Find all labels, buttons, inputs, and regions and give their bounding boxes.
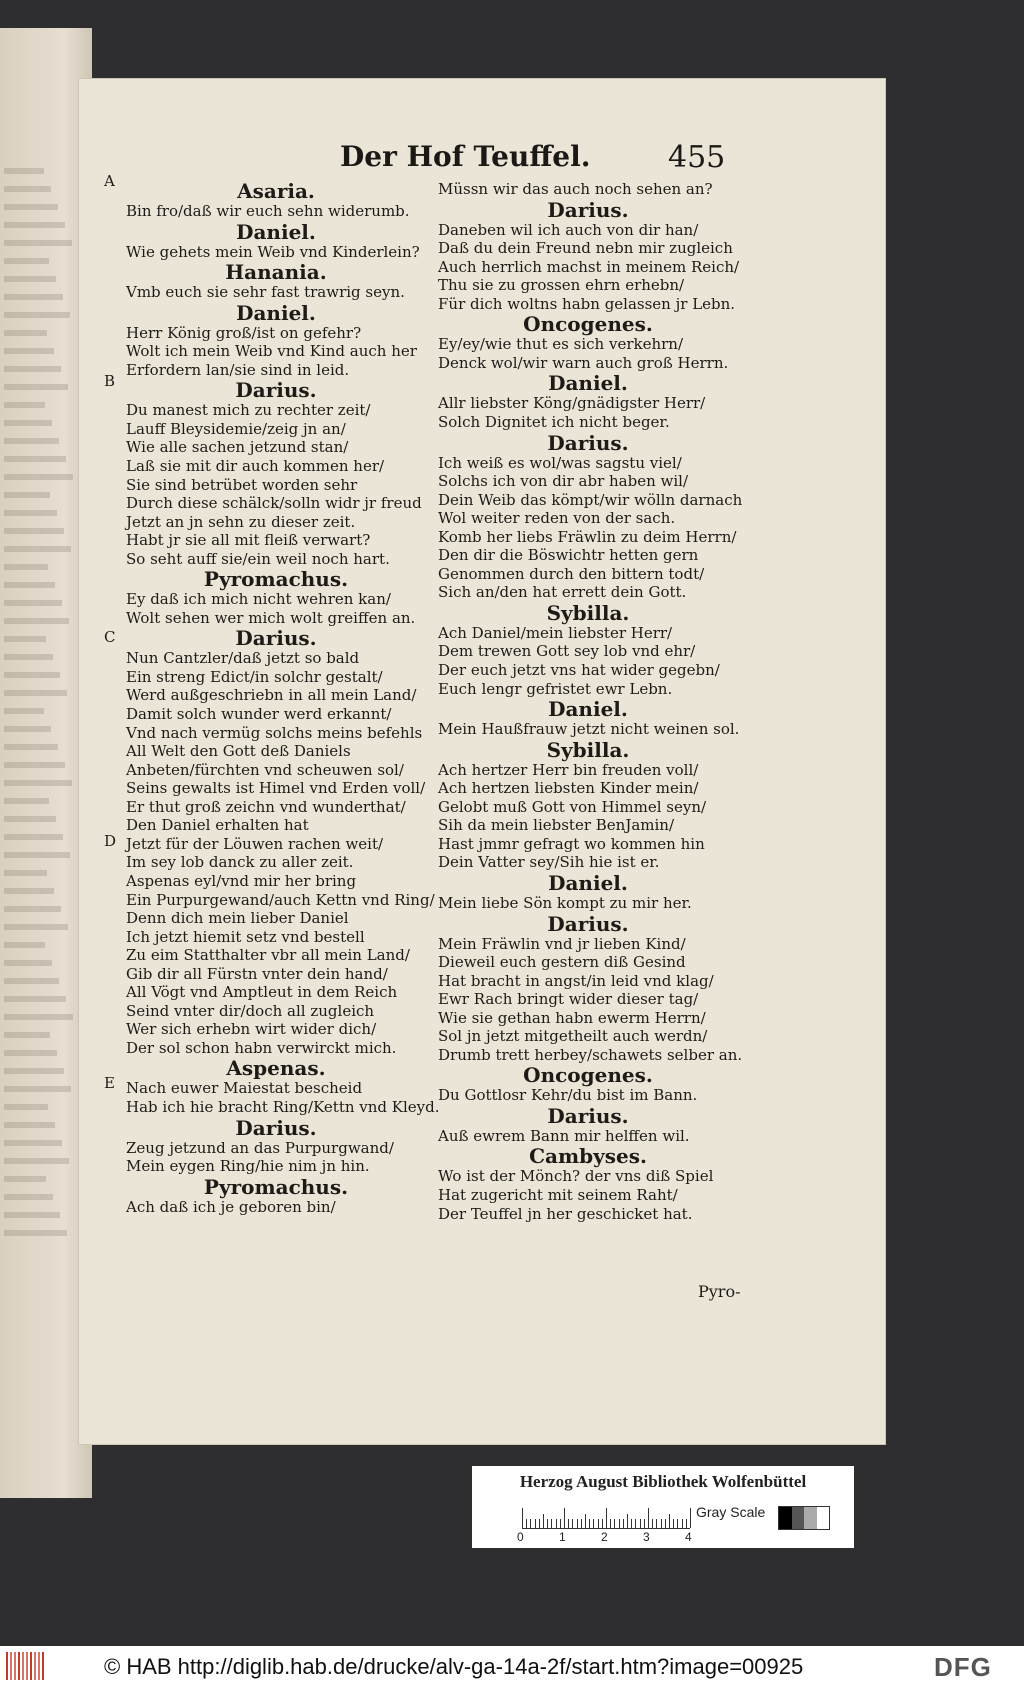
- speaker-name: Asaria.: [237, 179, 315, 203]
- verse-line: Allr liebster Köng/gnädigster Herr/: [438, 394, 706, 413]
- barcode-icon: [6, 1652, 46, 1680]
- speaker-name: Cambyses.: [529, 1144, 647, 1169]
- verse-line: Wie gehets mein Weib vnd Kinderlein?: [126, 242, 420, 261]
- verse-line: Wolt sehen wer mich wolt greiffen an.: [126, 608, 416, 627]
- ruler-tick: [581, 1519, 582, 1528]
- verse-line: Den dir die Böswichtr hetten gern: [438, 546, 699, 565]
- verse-line: Vmb euch sie sehr fast trawrig seyn.: [126, 283, 405, 302]
- verse-line: Wolt ich mein Weib vnd Kind auch her: [126, 342, 417, 361]
- margin-letter: E: [104, 1074, 115, 1092]
- ghost-text-line: [4, 438, 59, 444]
- ghost-text-line: [4, 870, 47, 876]
- ruler-number: 3: [643, 1530, 650, 1544]
- ruler-tick: [606, 1508, 607, 1528]
- speaker-name: Darius.: [547, 911, 629, 936]
- verse-line: Wol weiter reden von der sach.: [438, 509, 676, 528]
- ghost-text-line: [4, 204, 58, 210]
- verse-line: Auß ewrem Bann mir helffen wil.: [438, 1126, 690, 1145]
- ruler-tick: [682, 1519, 683, 1528]
- gray-swatch-cell: [779, 1507, 792, 1529]
- verse-line: Sih da mein liebster BenJamin/: [438, 816, 675, 835]
- ghost-text-line: [4, 258, 49, 264]
- verse-line: Du Gottlosr Kehr/du bist im Bann.: [438, 1086, 698, 1105]
- ruler-tick: [669, 1514, 670, 1528]
- verse-line: Wie sie gethan habn ewerm Herrn/: [438, 1008, 706, 1027]
- ruler-tick: [564, 1508, 565, 1528]
- barcode-bar: [34, 1652, 36, 1680]
- verse-line: All Vögt vnd Amptleut in dem Reich: [126, 983, 398, 1002]
- ruler-number: 4: [685, 1530, 692, 1544]
- ghost-text-line: [4, 168, 44, 174]
- verse-line: Hast jmmr gefragt wo kommen hin: [438, 834, 705, 853]
- ruler-tick: [535, 1519, 536, 1528]
- verse-line: Ey daß ich mich nicht wehren kan/: [126, 590, 391, 609]
- barcode-bar: [30, 1652, 32, 1680]
- ruler-tick: [547, 1519, 548, 1528]
- footer-bar: [0, 1646, 1024, 1686]
- ghost-text-line: [4, 276, 56, 282]
- verse-line: Nun Cantzler/daß jetzt so bald: [126, 649, 360, 668]
- ghost-text-line: [4, 294, 63, 300]
- ruler-number: 0: [517, 1530, 524, 1544]
- margin-letter: C: [104, 628, 116, 646]
- ghost-text-line: [4, 654, 53, 660]
- ruler-tick: [614, 1519, 615, 1528]
- verse-line: Laß sie mit dir auch kommen her/: [126, 456, 385, 475]
- ruler-tick: [530, 1519, 531, 1528]
- verse-line: Sie sind betrübet worden sehr: [126, 475, 358, 494]
- ruler-tick: [593, 1519, 594, 1528]
- barcode-bar: [18, 1652, 20, 1680]
- ruler-tick: [543, 1514, 544, 1528]
- ruler-tick: [572, 1519, 573, 1528]
- verse-line: Der euch jetzt vns hat wider gegebn/: [438, 661, 720, 679]
- speaker-name: Sybilla.: [546, 737, 630, 762]
- ghost-text-line: [4, 186, 51, 192]
- verse-line: Jetzt an jn sehn zu dieser zeit.: [126, 512, 356, 531]
- ghost-text-line: [4, 1086, 71, 1092]
- ruler-tick: [652, 1519, 653, 1528]
- speaker-name: Darius.: [547, 197, 629, 222]
- speaker-name: Darius.: [235, 1115, 317, 1140]
- ghost-text-line: [4, 564, 48, 570]
- verse-line: Ach Daniel/mein liebster Herr/: [438, 623, 673, 642]
- ruler-tick: [577, 1519, 578, 1528]
- verse-line: Seind vnter dir/doch all zugleich: [126, 1001, 375, 1020]
- verse-line: Mein Haußfrauw jetzt nicht weinen sol.: [438, 720, 740, 739]
- ruler-tick: [686, 1519, 687, 1528]
- verse-line: Wo ist der Mönch? der vns diß Spiel: [438, 1167, 714, 1186]
- verse-line: Er thut groß zeichn vnd wunderthat/: [126, 797, 406, 816]
- copyright-url[interactable]: © HAB http://diglib.hab.de/drucke/alv-ga-14a-2f/start.htm?image=00925: [104, 1654, 804, 1679]
- ruler-tick: [551, 1519, 552, 1528]
- verse-line: Solchs ich von dir abr haben wil/: [438, 472, 689, 491]
- ghost-text-line: [4, 600, 62, 606]
- dfg-logo: DFG: [934, 1652, 992, 1682]
- ruler-tick: [610, 1519, 611, 1528]
- verse-line: Ewr Rach bringt wider dieser tag/: [438, 990, 699, 1009]
- verse-line: Mein eygen Ring/hie nim jn hin.: [126, 1157, 370, 1176]
- gray-swatch-cell: [792, 1507, 805, 1529]
- speaker-name: Hanania.: [225, 260, 327, 285]
- verse-line: Anbeten/fürchten vnd scheuwen sol/: [126, 760, 404, 779]
- verse-line: All Welt den Gott deß Daniels: [126, 742, 351, 761]
- speaker-name: Pyromachus.: [203, 1174, 349, 1199]
- speaker-name: Darius.: [235, 626, 317, 651]
- ruler-tick: [539, 1519, 540, 1528]
- gray-swatch-cell: [817, 1507, 830, 1529]
- ghost-text-line: [4, 366, 61, 372]
- speaker-name: Darius.: [547, 430, 629, 455]
- verse-line: Auch herrlich machst in meinem Reich/: [438, 257, 740, 276]
- speaker-name: Daniel.: [236, 300, 316, 325]
- verse-line: Durch diese schälck/solln widr jr freud: [126, 494, 422, 513]
- ruler-tick: [568, 1519, 569, 1528]
- ghost-text-line: [4, 636, 46, 642]
- verse-line: Sol jn jetzt mitgetheilt auch werdn/: [438, 1027, 708, 1046]
- ghost-text-line: [4, 1212, 60, 1218]
- verse-line: Ein Purpurgewand/auch Kettn vnd Ring/: [126, 890, 435, 909]
- ghost-text-line: [4, 1158, 69, 1164]
- verse-line: Habt jr sie all mit fleiß verwart?: [126, 531, 371, 550]
- page-number: 455: [668, 140, 726, 175]
- ghost-text-line: [4, 762, 65, 768]
- speaker-name: Oncogenes.: [523, 1063, 653, 1088]
- speaker-name: Darius.: [235, 378, 317, 403]
- verse-line: Drumb trett herbey/schawets selber an.: [438, 1045, 743, 1064]
- verse-line: Ich weiß es wol/was sagstu viel/: [438, 453, 682, 472]
- barcode-bar: [10, 1652, 12, 1680]
- barcode-bar: [6, 1652, 8, 1680]
- verse-line: Daß du dein Freund nebn mir zugleich: [438, 239, 733, 258]
- ghost-text-line: [4, 474, 73, 480]
- margin-letter: B: [104, 372, 116, 390]
- speaker-name: Daniel.: [548, 371, 628, 396]
- ghost-text-line: [4, 456, 66, 462]
- ghost-text-line: [4, 1104, 48, 1110]
- ghost-text-line: [4, 690, 67, 696]
- verse-line: Sich an/den hat errett dein Gott.: [438, 583, 687, 602]
- verse-line: Wie alle sachen jetzund stan/: [126, 438, 349, 457]
- ghost-text-line: [4, 1194, 53, 1200]
- ghost-text-line: [4, 1068, 64, 1074]
- speaker-name: Pyromachus.: [203, 567, 349, 592]
- ghost-text-line: [4, 1014, 73, 1020]
- gray-swatch-cell: [804, 1507, 817, 1529]
- speaker-name: Daniel.: [548, 870, 628, 895]
- ghost-text-line: [4, 582, 55, 588]
- verse-line: Lauff Bleysidemie/zeig jn an/: [126, 419, 346, 438]
- verse-line: Hat bracht in angst/in leid vnd klag/: [438, 971, 714, 990]
- ghost-text-line: [4, 672, 60, 678]
- ruler-tick: [640, 1519, 641, 1528]
- ruler-tick: [589, 1519, 590, 1528]
- ruler-tick: [631, 1519, 632, 1528]
- ghost-text-line: [4, 618, 69, 624]
- ghost-text-line: [4, 222, 65, 228]
- verse-line: Hab ich hie bracht Ring/Kettn vnd Kleyd.: [126, 1098, 440, 1116]
- verse-line: Komb her liebs Fräwlin zu deim Herrn/: [438, 527, 737, 546]
- verse-line: Solch Dignitet ich nicht beger.: [438, 412, 670, 431]
- barcode-bar: [42, 1652, 44, 1680]
- speaker-name: Daniel.: [236, 219, 316, 244]
- verse-line: Du manest mich zu rechter zeit/: [126, 401, 371, 420]
- ruler-tick: [623, 1519, 624, 1528]
- ghost-text-line: [4, 852, 70, 858]
- ghost-text-line: [4, 978, 59, 984]
- margin-letter: D: [104, 832, 117, 850]
- verse-line: Dem trewen Gott sey lob vnd ehr/: [438, 642, 696, 661]
- ghost-text-line: [4, 1050, 57, 1056]
- verse-line: Dein Weib das kömpt/wir wölln darnach: [438, 490, 743, 509]
- running-header: Der Hof Teuffel.: [340, 140, 591, 173]
- ghost-text-line: [4, 960, 52, 966]
- ruler-tick: [619, 1519, 620, 1528]
- ghost-text-line: [4, 1230, 67, 1236]
- verse-line: Genommen durch den bittern todt/: [438, 564, 705, 583]
- ruler-tick: [602, 1519, 603, 1528]
- verse-line: Jetzt für der Löuwen rachen weit/: [126, 834, 384, 853]
- verse-line: Wer sich erhebn wirt wider dich/: [126, 1020, 377, 1039]
- verse-line: Ein streng Edict/in solchr gestalt/: [126, 667, 383, 686]
- ruler-tick: [522, 1508, 523, 1528]
- ruler-tick: [677, 1519, 678, 1528]
- gray-scale-label: Gray Scale: [696, 1504, 766, 1520]
- verse-line: Ich jetzt hiemit setz vnd bestell: [126, 927, 365, 946]
- ghost-text-line: [4, 888, 54, 894]
- ghost-text-line: [4, 546, 71, 552]
- ghost-text-line: [4, 330, 47, 336]
- verse-line: Damit solch wunder werd erkannt/: [126, 705, 392, 723]
- verse-line: Nach euwer Maiestat bescheid: [126, 1079, 363, 1098]
- verse-line: Ach daß ich je geboren bin/: [126, 1197, 336, 1216]
- barcode-bar: [14, 1652, 16, 1680]
- ghost-text-line: [4, 834, 63, 840]
- verse-line: Der sol schon habn verwirckt mich.: [126, 1038, 397, 1057]
- catchword: Pyro-: [698, 1282, 741, 1301]
- ghost-text-line: [4, 528, 64, 534]
- gray-scale-swatch: [778, 1506, 830, 1530]
- verse-line: Ey/ey/wie thut es sich verkehrn/: [438, 335, 684, 354]
- verse-line: Denn dich mein lieber Daniel: [126, 909, 349, 928]
- verse-line: Zeug jetzund an das Purpurgwand/: [126, 1138, 394, 1157]
- verse-line: Euch lengr gefristet ewr Lebn.: [438, 679, 673, 698]
- ruler-tick: [635, 1519, 636, 1528]
- ruler-tick: [661, 1519, 662, 1528]
- verse-line: Mein Fräwlin vnd jr lieben Kind/: [438, 934, 686, 953]
- barcode-bar: [22, 1652, 24, 1680]
- verse-line: Gelobt muß Gott von Himmel seyn/: [438, 797, 707, 816]
- speaker-name: Oncogenes.: [523, 312, 653, 337]
- ghost-text-line: [4, 240, 72, 246]
- barcode-bar: [38, 1652, 40, 1680]
- ghost-text-line: [4, 492, 50, 498]
- margin-letter: A: [104, 172, 115, 190]
- ghost-text-line: [4, 402, 45, 408]
- verse-line: Seins gewalts ist Himel vnd Erden voll/: [126, 779, 426, 798]
- scale-ruler: [522, 1506, 690, 1529]
- verse-line: Erfordern lan/sie sind in leid.: [126, 360, 350, 379]
- ruler-tick: [665, 1519, 666, 1528]
- ghost-text-line: [4, 780, 72, 786]
- ghost-text-line: [4, 1032, 50, 1038]
- speaker-name: Daniel.: [548, 697, 628, 722]
- verse-line: Denck wol/wir warn auch groß Herrn.: [438, 353, 729, 372]
- ruler-tick: [627, 1514, 628, 1528]
- speaker-name: Darius.: [547, 1103, 629, 1128]
- ghost-text-line: [4, 384, 68, 390]
- ghost-text-line: [4, 1122, 55, 1128]
- verse-line: Dieweil euch gestern diß Gesind: [438, 953, 686, 972]
- ghost-text-line: [4, 906, 61, 912]
- ruler-tick: [585, 1514, 586, 1528]
- verse-line: So seht auff sie/ein weil noch hart.: [126, 549, 390, 568]
- ruler-tick: [648, 1508, 649, 1528]
- verse-line: Den Daniel erhalten hat: [126, 816, 309, 835]
- ghost-text-line: [4, 348, 54, 354]
- verse-line: Ach hertzer Herr bin freuden voll/: [438, 760, 699, 779]
- ghost-text-line: [4, 798, 49, 804]
- ghost-text-line: [4, 942, 45, 948]
- ghost-text-line: [4, 708, 44, 714]
- verse-line: Müssn wir das auch noch sehen an?: [438, 180, 713, 198]
- speaker-name: Aspenas.: [226, 1056, 326, 1081]
- ghost-text-line: [4, 726, 51, 732]
- verse-line: Gib dir all Fürstn vnter dein hand/: [126, 964, 388, 983]
- barcode-bar: [26, 1652, 28, 1680]
- ghost-text-line: [4, 996, 66, 1002]
- verse-line: Vnd nach vermüg solchs meins befehls: [126, 723, 423, 742]
- verse-line: Hat zugericht mit seinem Raht/: [438, 1186, 678, 1204]
- verse-line: Werd außgeschriebn in all mein Land/: [126, 686, 417, 705]
- ruler-tick: [644, 1519, 645, 1528]
- verse-line: Ach hertzen liebsten Kinder mein/: [438, 779, 699, 798]
- ghost-text-line: [4, 1140, 62, 1146]
- ruler-number: 1: [559, 1530, 566, 1544]
- speaker-name: Sybilla.: [546, 600, 630, 625]
- verse-line: Bin fro/daß wir euch sehn widerumb.: [126, 202, 410, 220]
- library-name: Herzog August Bibliothek Wolfenbüttel: [519, 1472, 807, 1491]
- verse-line: Thu sie zu grossen ehrn erhebn/: [438, 276, 685, 295]
- ghost-text-line: [4, 420, 52, 426]
- ruler-tick: [690, 1508, 691, 1528]
- verse-line: Für dich woltns habn gelassen jr Lebn.: [438, 294, 736, 313]
- verse-line: Aspenas eyl/vnd mir her bring: [126, 871, 357, 890]
- ghost-text-line: [4, 924, 68, 930]
- ruler-tick: [526, 1519, 527, 1528]
- ruler-tick: [656, 1519, 657, 1528]
- verse-line: Zu eim Statthalter vbr all mein Land/: [126, 946, 410, 965]
- ghost-text-line: [4, 510, 57, 516]
- ruler-tick: [556, 1519, 557, 1528]
- ghost-text-line: [4, 816, 56, 822]
- verse-line: Dein Vatter sey/Sih hie ist er.: [438, 853, 660, 872]
- ruler-number: 2: [601, 1530, 608, 1544]
- ghost-text-line: [4, 744, 58, 750]
- ruler-tick: [560, 1519, 561, 1528]
- verse-line: Im sey lob danck zu aller zeit.: [126, 853, 354, 872]
- ghost-text-line: [4, 1176, 46, 1182]
- ghost-text-line: [4, 312, 70, 318]
- verse-line: Mein liebe Sön kompt zu mir her.: [438, 893, 692, 912]
- verse-line: Herr König groß/ist on gefehr?: [126, 323, 362, 342]
- ruler-tick: [673, 1519, 674, 1528]
- verse-line: Daneben wil ich auch von dir han/: [438, 220, 699, 239]
- color-calibration-card: [472, 1466, 854, 1548]
- ruler-tick: [598, 1519, 599, 1528]
- verse-line: Der Teuffel jn her geschicket hat.: [438, 1204, 693, 1223]
